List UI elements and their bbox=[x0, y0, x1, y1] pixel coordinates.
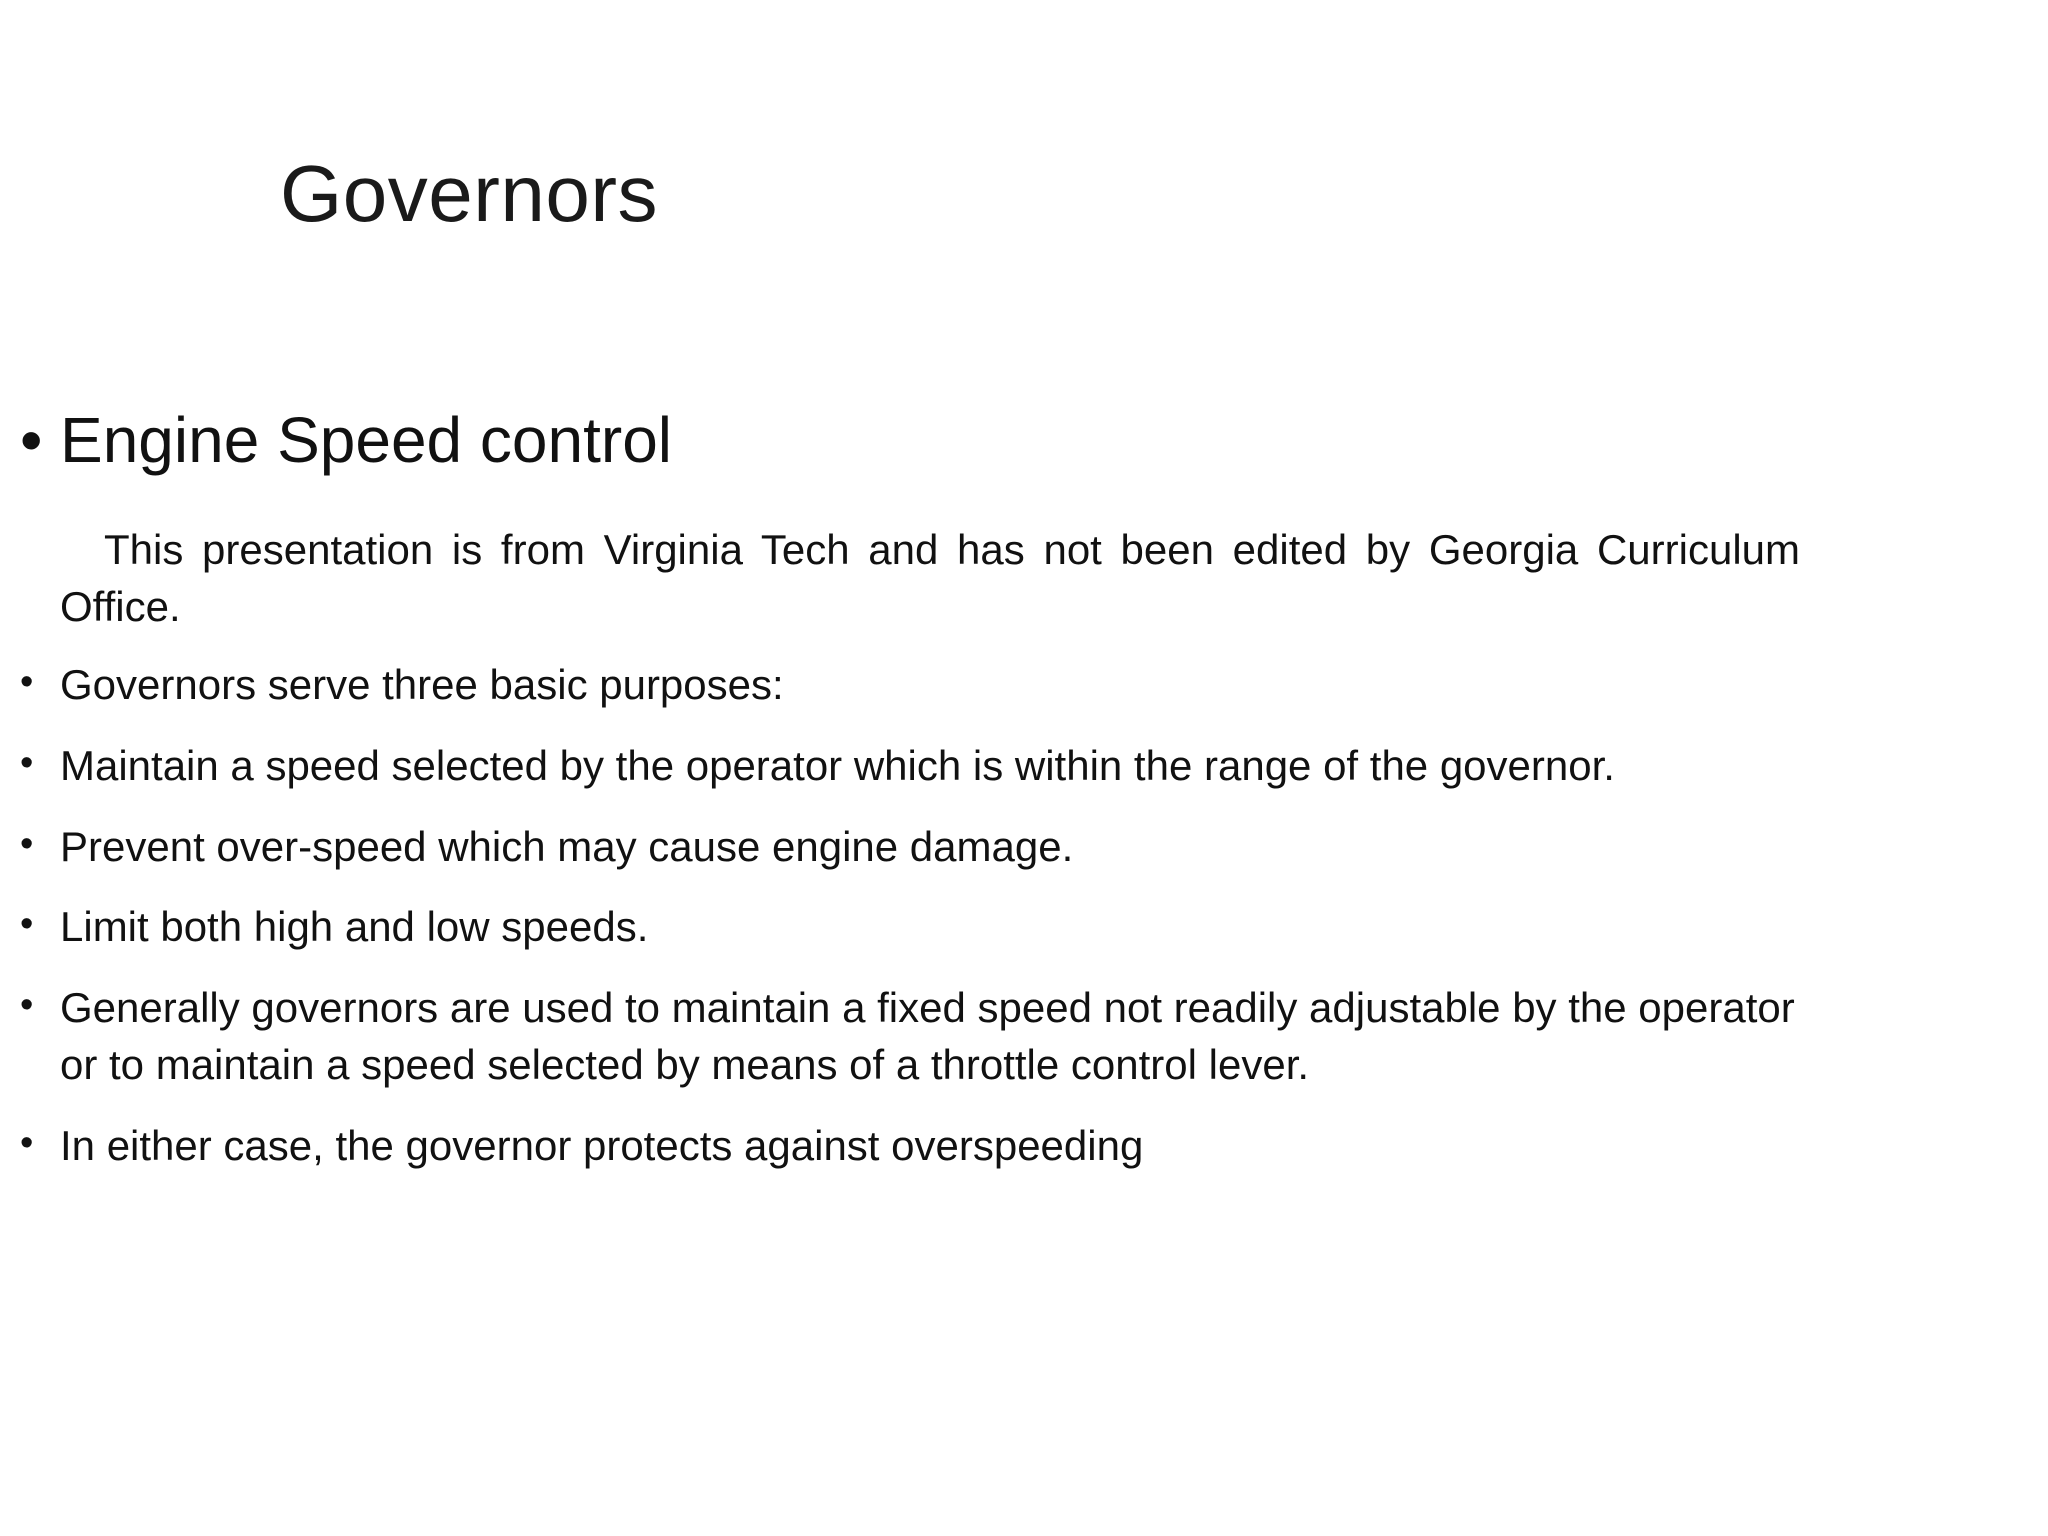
source-note: This presentation is from Virginia Tech and has not been edited by Georgia Curriculum Office. bbox=[60, 526, 1800, 630]
list-item bbox=[20, 899, 1800, 956]
list-item-text: Maintain a speed selected by the operator which is within the range of the governor. bbox=[60, 742, 1615, 790]
list-item-text: In either case, the governor protects against overspeeding bbox=[60, 1121, 1144, 1169]
bullet-icon: • bbox=[20, 822, 34, 865]
list-item bbox=[20, 980, 1800, 1093]
list-item-text: Prevent over-speed which may cause engine damage. bbox=[60, 822, 1074, 870]
heading-bullet-text: Engine Speed control bbox=[60, 404, 672, 476]
bullet-icon: • bbox=[20, 661, 34, 704]
list-item-text: Generally governors are used to maintain a fixed speed not readily adjustable by the operator or to maintain a speed selected by means of a throttle control lever. bbox=[60, 984, 1795, 1088]
bullet-icon: • bbox=[20, 984, 34, 1027]
bullet-icon: • bbox=[20, 742, 34, 785]
bullet-icon: • bbox=[20, 1121, 34, 1164]
list-item bbox=[20, 657, 1800, 714]
list-item bbox=[20, 819, 1800, 876]
list-item bbox=[20, 1118, 1800, 1175]
list-item bbox=[20, 738, 1800, 795]
heading-bullet bbox=[20, 400, 1800, 480]
bullet-icon: • bbox=[20, 903, 34, 946]
list-item-text: Governors serve three basic purposes: bbox=[60, 661, 784, 709]
list-item-text: Limit both high and low speeds. bbox=[60, 903, 649, 951]
slide-content bbox=[20, 400, 1800, 1198]
slide-title: Governors bbox=[280, 149, 658, 238]
bullet-icon: • bbox=[20, 404, 43, 476]
